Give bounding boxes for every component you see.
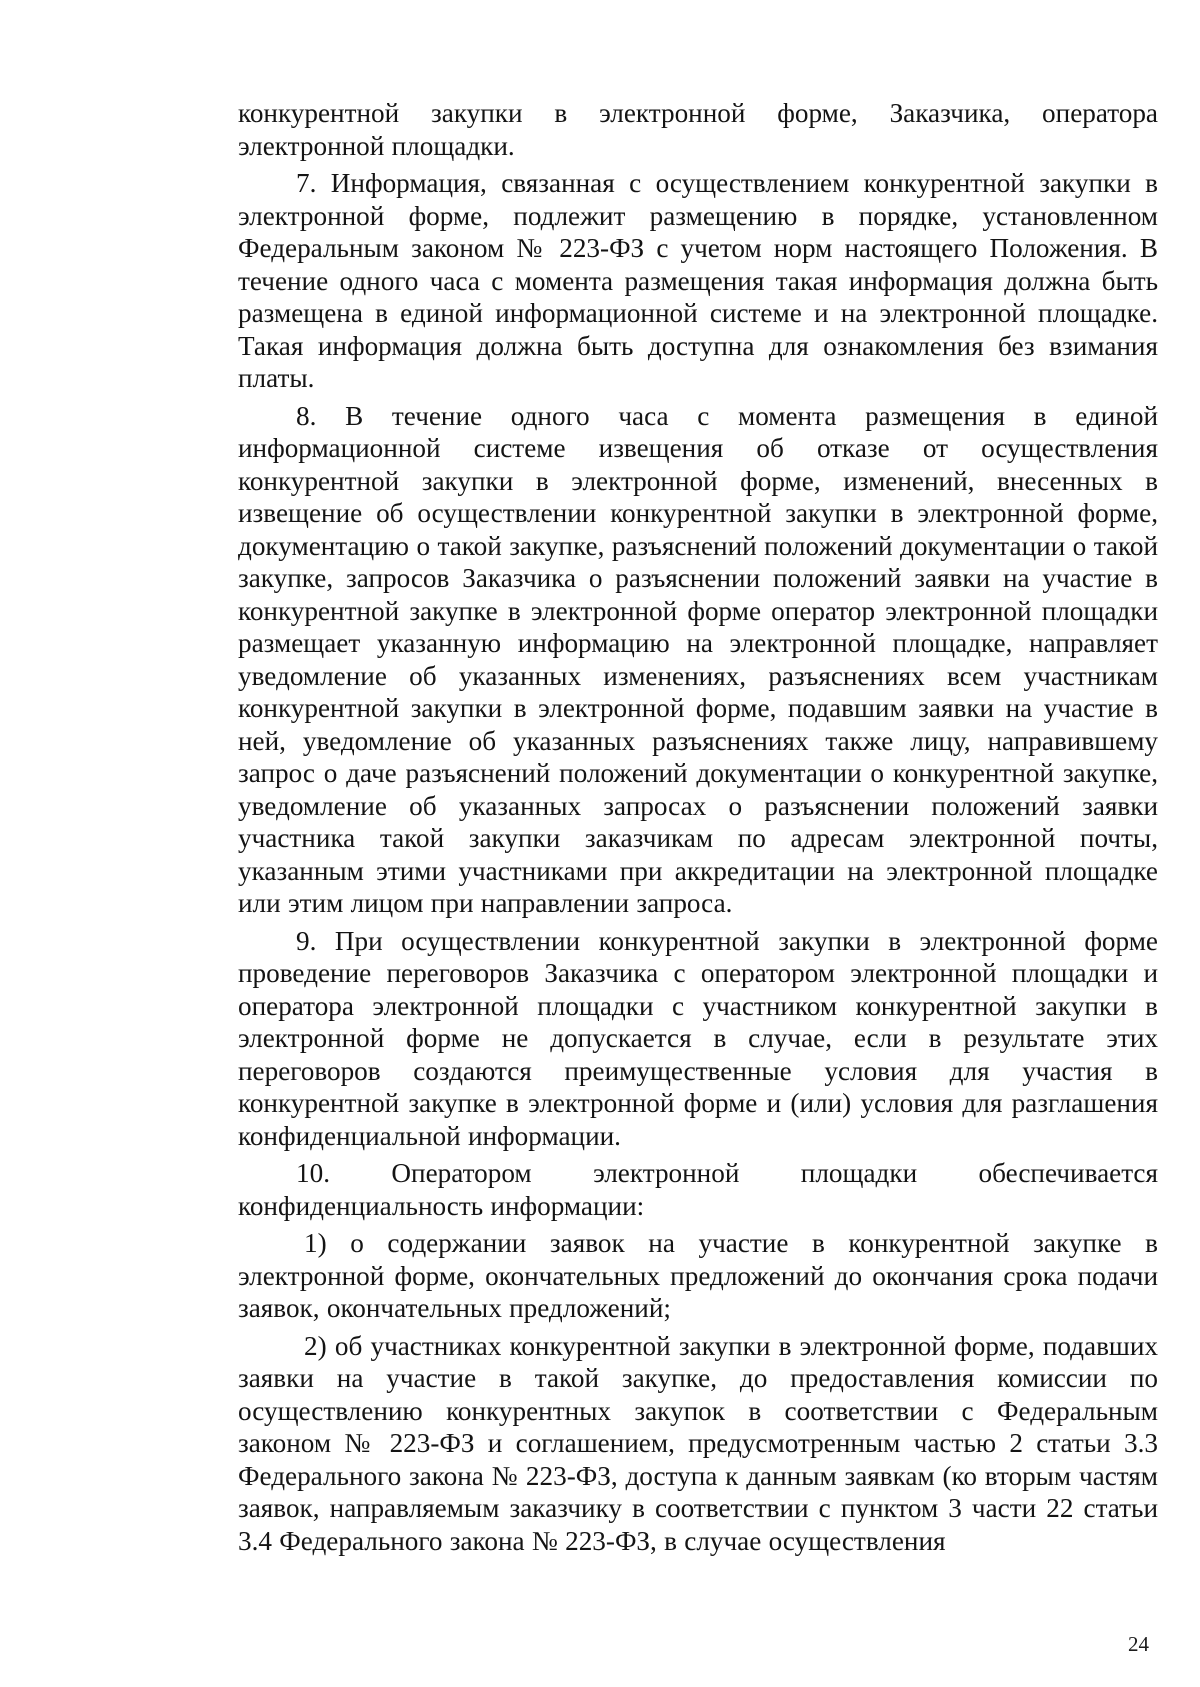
paragraph-item-10: 10. Оператором электронной площадки обеспечивается конфиденциальность информации: [238,1158,1158,1221]
paragraph-item-8: 8. В течение одного часа с момента размещения в единой информационной системе извещения об отказе от осуществления конкурентной закупки в электронной форме, изменений, внесенных в извещение об осуществлении конкурентной закупки в электронной форме, документацию о такой закупке, разъяснений положений документации о такой закупке, запросов Заказчика о разъяснении положений заявки на участие в конкурентной закупке в электронной форме оператор электронной площадки размещает указанную информацию на электронной площадке, направляет уведомление об указанных изменениях, разъяснениях всем участникам конкурентной закупки в электронной форме, подавшим заявки на участие в ней, уведомление об указанных разъяснениях также лицу, направившему запрос о даче разъяснений положений документации о конкурентной закупке, уведомление об указанных запросах о разъяснении положений заявки участника такой закупки заказчикам по адресам электронной почты, указанным этими участниками при аккредитации на электронной площадке или этим лицом при направлении запроса. [238,400,1158,918]
paragraph-item-9: 9. При осуществлении конкурентной закупки в электронной форме проведение переговоров Заказчика с оператором электронной площадки и оператора электронной площадки с участником конкурентной закупки в электронной форме не допускается в случае, если в результате этих переговоров создаются преимущественные условия для участия в конкурентной закупке в электронной форме и (или) условия для разглашения конфиденциальной информации. [238,925,1158,1151]
document-page [238,97,1158,1562]
page-number: 24 [1128,1632,1149,1656]
paragraph-continuation: конкурентной закупки в электронной форме, Заказчика, оператора электронной площадки. [238,98,1158,161]
subitem-2: 2) об участниках конкурентной закупки в электронной форме, подавших заявки на участие в такой закупке, до предоставления комиссии по осуществлению конкурентных закупок в соответствии с Федеральным законом № 223-ФЗ и соглашением, предусмотренным частью 2 статьи 3.3 Федерального закона № 223-ФЗ, доступа к данным заявкам (ко вторым частям заявок, направляемым заказчику в соответствии с пунктом 3 части 22 статьи 3.4 Федерального закона № 223-ФЗ, в случае осуществления [238,1330,1158,1556]
paragraph-item-7: 7. Информация, связанная с осуществлением конкурентной закупки в электронной форме, подлежит размещению в порядке, установленном Федеральным законом № 223-ФЗ с учетом норм настоящего Положения. В течение одного часа с момента размещения такая информация должна быть размещена в единой информационной системе и на электронной площадке. Такая информация должна быть доступна для ознакомления без взимания платы. [238,168,1158,393]
subitem-1: 1) о содержании заявок на участие в конкурентной закупке в электронной форме, окончательных предложений до окончания срока подачи заявок, окончательных предложений; [238,1228,1158,1323]
